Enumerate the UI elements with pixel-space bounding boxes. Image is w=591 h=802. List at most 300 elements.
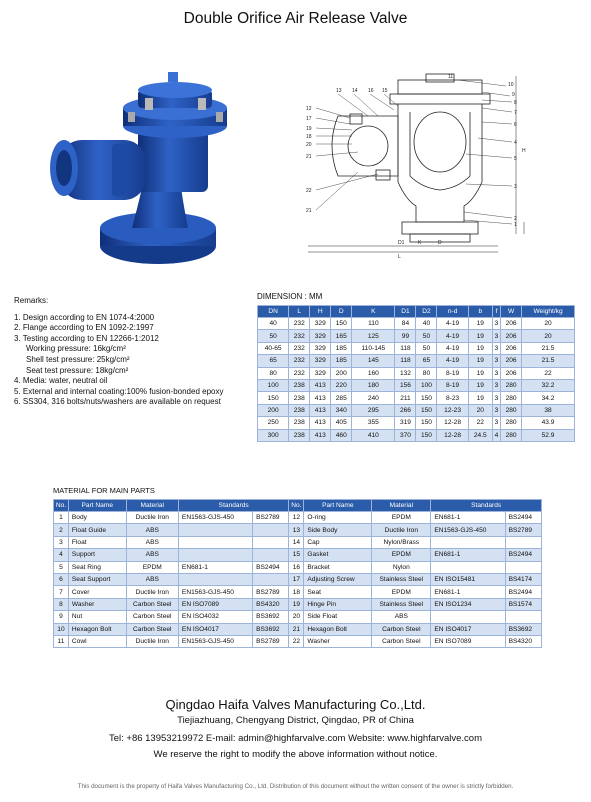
- materials-title: MATERIAL FOR MAIN PARTS: [53, 486, 155, 495]
- table-cell: 266: [395, 404, 416, 416]
- table-cell: EN ISO15481: [431, 573, 505, 585]
- table-cell: 150: [416, 429, 437, 441]
- table-cell: 8-23: [437, 392, 468, 404]
- table-cell: 232: [289, 330, 310, 342]
- table-cell: 100: [258, 379, 289, 391]
- table-cell: 12-23: [437, 404, 468, 416]
- svg-text:2: 2: [514, 216, 517, 222]
- table-cell: Float Guide: [68, 524, 126, 536]
- svg-text:16: 16: [368, 88, 374, 94]
- table-cell: Adjusting Screw: [304, 573, 372, 585]
- table-cell: 12-28: [437, 417, 468, 429]
- table-cell: Hinge Pin: [304, 598, 372, 610]
- table-cell: 4-19: [437, 330, 468, 342]
- table-cell: 340: [331, 404, 352, 416]
- table-cell: 21.5: [522, 342, 575, 354]
- table-row: [54, 635, 542, 647]
- table-header-cell: H: [310, 306, 331, 318]
- table-cell: 329: [310, 318, 331, 330]
- table-cell: [253, 536, 289, 548]
- table-cell: Seat Support: [68, 573, 126, 585]
- table-cell: 413: [310, 379, 331, 391]
- table-cell: 165: [331, 330, 352, 342]
- table-cell: ABS: [126, 549, 178, 561]
- svg-text:15: 15: [382, 88, 388, 94]
- table-cell: 132: [395, 367, 416, 379]
- table-cell: 8-19: [437, 367, 468, 379]
- svg-text:H: H: [522, 148, 526, 154]
- svg-text:22: 22: [306, 188, 312, 194]
- table-cell: Washer: [68, 598, 126, 610]
- table-cell: [253, 549, 289, 561]
- table-header-cell: Material: [126, 500, 178, 512]
- table-cell: Carbon Steel: [372, 623, 431, 635]
- table-cell: BS2789: [253, 512, 289, 524]
- svg-text:9: 9: [512, 92, 515, 98]
- table-cell: 3: [492, 392, 500, 404]
- table-row: [54, 611, 542, 623]
- table-cell: Body: [68, 512, 126, 524]
- table-row: [54, 524, 542, 536]
- table-cell: 329: [310, 367, 331, 379]
- svg-text:21: 21: [306, 154, 312, 160]
- svg-text:19: 19: [306, 126, 312, 132]
- table-row: [258, 379, 575, 391]
- table-cell: 238: [289, 429, 310, 441]
- table-cell: Ductile Iron: [126, 512, 178, 524]
- page-title: Double Orifice Air Release Valve: [183, 10, 408, 27]
- table-cell: 329: [310, 342, 331, 354]
- table-row: [54, 598, 542, 610]
- table-cell: [178, 536, 252, 548]
- remark-item: Shell test pressure: 25kg/cm²: [26, 354, 130, 364]
- company-address: Tiejiazhuang, Chengyang District, Qingdao, PR of China: [177, 715, 414, 726]
- table-header-cell: b: [468, 306, 492, 318]
- table-cell: 40: [258, 318, 289, 330]
- table-cell: 150: [416, 404, 437, 416]
- table-cell: 6: [54, 573, 69, 585]
- table-cell: 185: [331, 342, 352, 354]
- table-cell: Nylon/Brass: [372, 536, 431, 548]
- table-cell: ABS: [126, 536, 178, 548]
- table-cell: BS2494: [505, 512, 541, 524]
- svg-text:D1: D1: [398, 240, 405, 246]
- table-cell: BS3692: [505, 623, 541, 635]
- table-cell: 80: [258, 367, 289, 379]
- table-header-cell: Part Name: [68, 500, 126, 512]
- table-cell: 15: [289, 549, 304, 561]
- table-cell: 370: [395, 429, 416, 441]
- table-cell: ABS: [372, 611, 431, 623]
- table-cell: Side Body: [304, 524, 372, 536]
- table-cell: 220: [331, 379, 352, 391]
- table-cell: 50: [416, 342, 437, 354]
- table-cell: 20: [289, 611, 304, 623]
- table-cell: 19: [468, 392, 492, 404]
- table-cell: 319: [395, 417, 416, 429]
- table-cell: 232: [289, 318, 310, 330]
- table-cell: 118: [395, 355, 416, 367]
- table-header-cell: Material: [372, 500, 431, 512]
- table-row: [258, 342, 575, 354]
- table-cell: Cap: [304, 536, 372, 548]
- svg-text:17: 17: [306, 116, 312, 122]
- table-cell: 19: [468, 342, 492, 354]
- table-cell: 3: [492, 342, 500, 354]
- table-cell: Hexagon Bolt: [68, 623, 126, 635]
- svg-text:21: 21: [306, 208, 312, 214]
- table-cell: Carbon Steel: [126, 611, 178, 623]
- table-row: [54, 549, 542, 561]
- table-cell: 10: [54, 623, 69, 635]
- table-cell: EN ISO4017: [431, 623, 505, 635]
- svg-text:D: D: [438, 240, 442, 246]
- table-cell: 206: [501, 355, 522, 367]
- table-cell: 232: [289, 342, 310, 354]
- table-cell: BS4320: [253, 598, 289, 610]
- table-cell: 206: [501, 318, 522, 330]
- table-header-cell: Part Name: [304, 500, 372, 512]
- table-cell: Ductile Iron: [126, 635, 178, 647]
- contact-line: Tel: +86 13953219972 E-mail: admin@highfarvalve.com Website: www.highfarvalve.com: [108, 733, 483, 744]
- table-cell: 3: [492, 367, 500, 379]
- table-cell: BS4174: [505, 573, 541, 585]
- table-header-cell: No.: [289, 500, 304, 512]
- table-row: [258, 392, 575, 404]
- table-cell: [505, 536, 541, 548]
- table-cell: BS3692: [253, 611, 289, 623]
- table-header-cell: K: [352, 306, 395, 318]
- table-cell: BS2494: [505, 549, 541, 561]
- table-cell: EN1563-GJS-450: [178, 586, 252, 598]
- table-cell: 19: [468, 355, 492, 367]
- table-cell: 2: [54, 524, 69, 536]
- table-cell: 238: [289, 379, 310, 391]
- remark-item: Seat test pressure: 18kg/cm²: [26, 365, 129, 375]
- table-cell: 280: [501, 417, 522, 429]
- table-cell: 22: [468, 417, 492, 429]
- table-cell: 8: [54, 598, 69, 610]
- dimension-title: DIMENSION : MM: [257, 292, 323, 301]
- svg-text:4: 4: [514, 140, 517, 146]
- table-cell: Carbon Steel: [126, 598, 178, 610]
- svg-text:1: 1: [514, 222, 517, 228]
- table-cell: EN ISO4032: [178, 611, 252, 623]
- table-cell: 280: [501, 379, 522, 391]
- table-cell: 40: [416, 318, 437, 330]
- table-cell: [431, 536, 505, 548]
- table-cell: 413: [310, 392, 331, 404]
- table-cell: 206: [501, 330, 522, 342]
- table-cell: ABS: [126, 524, 178, 536]
- table-cell: 150: [258, 392, 289, 404]
- table-cell: BS2789: [253, 586, 289, 598]
- table-header-cell: L: [289, 306, 310, 318]
- table-cell: Stainless Steel: [372, 598, 431, 610]
- svg-text:K: K: [418, 240, 422, 246]
- table-cell: EN681-1: [431, 586, 505, 598]
- table-header-cell: No.: [54, 500, 69, 512]
- table-row: [54, 512, 542, 524]
- table-cell: 3: [492, 404, 500, 416]
- table-cell: 280: [501, 392, 522, 404]
- table-cell: [178, 524, 252, 536]
- table-cell: EN1563-GJS-450: [431, 524, 505, 536]
- table-cell: [431, 611, 505, 623]
- table-header-cell: Standards: [178, 500, 289, 512]
- table-cell: 300: [258, 429, 289, 441]
- table-cell: EN ISO7089: [178, 598, 252, 610]
- table-cell: 238: [289, 392, 310, 404]
- materials-table: [53, 499, 542, 648]
- table-cell: EN1563-GJS-450: [178, 512, 252, 524]
- svg-text:14: 14: [352, 88, 358, 94]
- valve-photo: [40, 68, 230, 273]
- table-cell: 65: [416, 355, 437, 367]
- table-header-cell: Standards: [431, 500, 542, 512]
- table-cell: 19: [468, 379, 492, 391]
- table-cell: BS2494: [253, 561, 289, 573]
- table-header-cell: DN: [258, 306, 289, 318]
- table-cell: EN1563-GJS-450: [178, 635, 252, 647]
- table-cell: EN681-1: [178, 561, 252, 573]
- disclaimer: This document is the property of Haifa Valves Manufacturing Co., Ltd. Distribution of this document without the written consent of the owner is strictly forbidden.: [77, 783, 514, 790]
- table-cell: 19: [468, 318, 492, 330]
- svg-text:8: 8: [514, 100, 517, 106]
- table-row: [258, 417, 575, 429]
- svg-text:6: 6: [514, 122, 517, 128]
- table-cell: 7: [54, 586, 69, 598]
- table-cell: Seat Ring: [68, 561, 126, 573]
- table-cell: 22: [522, 367, 575, 379]
- table-cell: 3: [492, 318, 500, 330]
- table-row: [54, 623, 542, 635]
- table-cell: 150: [331, 318, 352, 330]
- table-cell: [505, 611, 541, 623]
- table-cell: 150: [416, 417, 437, 429]
- table-cell: 5: [54, 561, 69, 573]
- table-cell: [178, 549, 252, 561]
- table-cell: 34.2: [522, 392, 575, 404]
- table-cell: [253, 524, 289, 536]
- svg-text:10: 10: [508, 82, 514, 88]
- table-cell: 150: [416, 392, 437, 404]
- table-cell: Cover: [68, 586, 126, 598]
- table-cell: Float: [68, 536, 126, 548]
- svg-text:11: 11: [448, 74, 454, 80]
- table-cell: 355: [352, 417, 395, 429]
- table-cell: 125: [352, 330, 395, 342]
- table-header-cell: D2: [416, 306, 437, 318]
- table-cell: 14: [289, 536, 304, 548]
- table-cell: 24.5: [468, 429, 492, 441]
- table-cell: 12: [289, 512, 304, 524]
- table-cell: 38: [522, 404, 575, 416]
- table-cell: 3: [492, 417, 500, 429]
- table-cell: 4: [492, 429, 500, 441]
- table-cell: EPDM: [126, 561, 178, 573]
- table-cell: 110-145: [352, 342, 395, 354]
- table-cell: Gasket: [304, 549, 372, 561]
- table-cell: 410: [352, 429, 395, 441]
- table-cell: Hexagon Bolt: [304, 623, 372, 635]
- table-cell: 52.9: [522, 429, 575, 441]
- table-cell: BS1574: [505, 598, 541, 610]
- table-row: [54, 573, 542, 585]
- table-cell: Washer: [304, 635, 372, 647]
- table-cell: 4-19: [437, 355, 468, 367]
- table-cell: 99: [395, 330, 416, 342]
- table-cell: 12-28: [437, 429, 468, 441]
- table-header-cell: D1: [395, 306, 416, 318]
- table-cell: 238: [289, 404, 310, 416]
- svg-text:18: 18: [306, 134, 312, 140]
- svg-text:13: 13: [336, 88, 342, 94]
- table-cell: 160: [352, 367, 395, 379]
- table-cell: Bracket: [304, 561, 372, 573]
- table-header-cell: W: [501, 306, 522, 318]
- table-row: [258, 318, 575, 330]
- table-cell: BS4320: [505, 635, 541, 647]
- table-cell: 65: [258, 355, 289, 367]
- table-cell: 4: [54, 549, 69, 561]
- table-row: [54, 586, 542, 598]
- table-cell: EN ISO4017: [178, 623, 252, 635]
- table-header-cell: f: [492, 306, 500, 318]
- table-cell: 19: [289, 598, 304, 610]
- table-cell: 413: [310, 417, 331, 429]
- table-cell: 8-19: [437, 379, 468, 391]
- table-cell: 413: [310, 429, 331, 441]
- remarks-block: [14, 296, 259, 408]
- table-cell: Seat: [304, 586, 372, 598]
- table-cell: 11: [54, 635, 69, 647]
- table-cell: 200: [331, 367, 352, 379]
- table-cell: ABS: [126, 573, 178, 585]
- table-cell: 329: [310, 330, 331, 342]
- table-cell: EPDM: [372, 512, 431, 524]
- remark-item: 5. External and internal coating:100% fusion-bonded epoxy: [14, 386, 224, 396]
- table-row: [54, 561, 542, 573]
- table-cell: BS2789: [505, 524, 541, 536]
- table-row: [258, 404, 575, 416]
- table-cell: [431, 561, 505, 573]
- table-cell: BS2494: [505, 586, 541, 598]
- table-row: [258, 330, 575, 342]
- table-cell: 22: [289, 635, 304, 647]
- table-cell: Stainless Steel: [372, 573, 431, 585]
- svg-text:5: 5: [514, 156, 517, 162]
- remark-item: 4. Media: water, neutral oil: [14, 376, 108, 386]
- table-cell: 32.2: [522, 379, 575, 391]
- table-row: [54, 536, 542, 548]
- table-cell: 21: [289, 623, 304, 635]
- table-cell: EPDM: [372, 549, 431, 561]
- table-cell: 3: [492, 379, 500, 391]
- table-cell: 180: [352, 379, 395, 391]
- remark-item: 1. Design according to EN 1074-4:2000: [14, 312, 155, 322]
- table-cell: EPDM: [372, 586, 431, 598]
- table-cell: 50: [258, 330, 289, 342]
- svg-text:L: L: [398, 254, 401, 260]
- table-cell: Ductile Iron: [372, 524, 431, 536]
- svg-text:3: 3: [514, 184, 517, 190]
- table-cell: 1: [54, 512, 69, 524]
- table-cell: 17: [289, 573, 304, 585]
- table-cell: 16: [289, 561, 304, 573]
- remark-item: 6. SS304, 316 bolts/nuts/washers are available on request: [14, 397, 221, 407]
- remarks-title: Remarks:: [14, 296, 49, 305]
- table-cell: 19: [468, 330, 492, 342]
- table-cell: 232: [289, 355, 310, 367]
- table-row: [258, 429, 575, 441]
- table-cell: 100: [416, 379, 437, 391]
- table-cell: 405: [331, 417, 352, 429]
- remark-item: 2. Flange according to EN 1092-2:1997: [14, 323, 154, 333]
- svg-text:7: 7: [514, 110, 517, 116]
- table-cell: EN ISO7089: [431, 635, 505, 647]
- table-cell: 20: [468, 404, 492, 416]
- table-cell: 50: [416, 330, 437, 342]
- table-cell: BS3692: [253, 623, 289, 635]
- table-header-cell: D: [331, 306, 352, 318]
- table-cell: Carbon Steel: [372, 635, 431, 647]
- table-cell: 20: [522, 330, 575, 342]
- table-cell: 250: [258, 417, 289, 429]
- table-cell: Ductile Iron: [126, 586, 178, 598]
- table-cell: 19: [468, 367, 492, 379]
- table-cell: 4-19: [437, 342, 468, 354]
- table-cell: 145: [352, 355, 395, 367]
- table-cell: 413: [310, 404, 331, 416]
- table-cell: 280: [501, 429, 522, 441]
- table-cell: [178, 573, 252, 585]
- svg-text:20: 20: [306, 142, 312, 148]
- table-cell: Nylon: [372, 561, 431, 573]
- table-cell: 156: [395, 379, 416, 391]
- table-cell: 295: [352, 404, 395, 416]
- table-cell: Nut: [68, 611, 126, 623]
- table-cell: 240: [352, 392, 395, 404]
- table-cell: [253, 573, 289, 585]
- table-cell: Side Float: [304, 611, 372, 623]
- table-cell: 232: [289, 367, 310, 379]
- table-cell: 40-65: [258, 342, 289, 354]
- table-cell: Support: [68, 549, 126, 561]
- table-cell: 3: [492, 330, 500, 342]
- table-cell: 280: [501, 404, 522, 416]
- table-cell: 3: [492, 355, 500, 367]
- table-cell: 460: [331, 429, 352, 441]
- table-cell: [505, 561, 541, 573]
- table-cell: BS2789: [253, 635, 289, 647]
- table-cell: Cowl: [68, 635, 126, 647]
- table-cell: 20: [522, 318, 575, 330]
- table-cell: 200: [258, 404, 289, 416]
- table-cell: EN681-1: [431, 512, 505, 524]
- table-cell: 118: [395, 342, 416, 354]
- table-cell: 3: [54, 536, 69, 548]
- table-cell: 80: [416, 367, 437, 379]
- remark-item: 3. Testing according to EN 12266-1:2012: [14, 333, 159, 343]
- table-header-cell: Weight/kg: [522, 306, 575, 318]
- table-cell: Carbon Steel: [126, 623, 178, 635]
- reserve-notice: We reserve the right to modify the above information without notice.: [153, 749, 438, 760]
- table-cell: 18: [289, 586, 304, 598]
- table-cell: 185: [331, 355, 352, 367]
- table-header-cell: n-d: [437, 306, 468, 318]
- table-cell: 329: [310, 355, 331, 367]
